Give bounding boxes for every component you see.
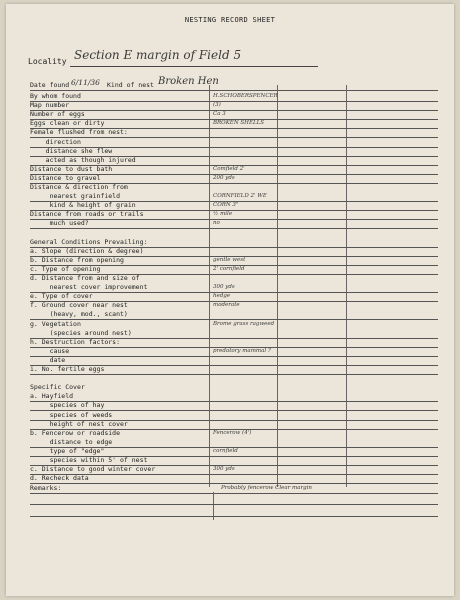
record-row-label: Distance to gravel xyxy=(30,173,101,182)
locality-value: Section E margin of Field 5 xyxy=(74,48,242,62)
record-row-value: Brome grass ragweed xyxy=(213,320,275,327)
remarks-label: Remarks: xyxy=(30,484,62,492)
record-row-value: predatory mammal ? xyxy=(213,347,271,354)
record-row xyxy=(30,474,438,484)
record-row-value: 2' cornfield xyxy=(213,265,245,272)
record-row-label: i. No. fertile eggs xyxy=(30,365,105,373)
record-row-label: By whom found xyxy=(30,92,81,100)
record-row-value: CORN 3" xyxy=(213,202,239,209)
record-row-value: cornfield xyxy=(213,447,238,454)
record-row-label: (heavy, mod., scant) xyxy=(30,310,128,319)
record-row-value: Comfield 2' xyxy=(213,165,245,172)
record-row-value: hedge xyxy=(213,293,231,300)
remarks-row xyxy=(30,484,438,494)
record-row-label: d. Distance from and size of xyxy=(30,274,140,282)
record-row-label: Distance & direction from xyxy=(30,183,128,191)
record-row xyxy=(30,429,438,438)
date-found-value: 6/11/36 xyxy=(71,78,100,87)
record-row-label: Distance to dust bath xyxy=(30,164,113,173)
record-row xyxy=(30,274,438,283)
record-row-label: g. Vegetation xyxy=(30,319,81,328)
record-row-value: (3) xyxy=(213,102,221,109)
record-row-label: h. Destruction factors: xyxy=(30,337,121,346)
record-row-label: d. Recheck data xyxy=(30,474,89,483)
record-row-label: acted as though injured xyxy=(30,155,136,164)
locality-label: Locality xyxy=(28,57,67,66)
record-row xyxy=(30,320,438,329)
record-row-value: 200 yds xyxy=(213,174,235,181)
record-row-label: f. Ground cover near nest xyxy=(30,301,128,310)
record-row-label: distance to edge xyxy=(30,437,113,446)
record-row-value: moderate xyxy=(213,302,240,309)
record-row-label: Female flushed from nest: xyxy=(30,128,128,137)
kind-of-nest-value: Broken Hen xyxy=(158,76,219,87)
record-row-value: Fencerow (4') xyxy=(213,429,252,436)
kind-of-nest-label: Kind of nest xyxy=(107,81,154,89)
record-row xyxy=(30,229,438,238)
record-row-value: ½ mile xyxy=(213,211,233,218)
record-row-label: date xyxy=(30,355,66,364)
record-row-value: 300 yds xyxy=(213,284,235,291)
record-row-value: Ca 3 xyxy=(213,111,226,118)
record-row-label: Specific Cover xyxy=(30,383,85,392)
record-row-label: General Conditions Prevailing: xyxy=(30,237,148,246)
record-row-value: gentle west xyxy=(213,256,246,263)
remarks-value: Probably fencerow Clear margin xyxy=(221,485,312,491)
record-row-label: much used? xyxy=(30,219,89,228)
remarks-line-2 xyxy=(30,504,438,505)
record-row-label: species of weeds xyxy=(30,410,113,419)
record-row-label: c. Type of opening xyxy=(30,264,101,273)
record-row-label: a. Slope (direction & degree) xyxy=(30,246,144,255)
record-row-label: nearest cover improvement xyxy=(30,283,148,292)
record-row xyxy=(30,383,438,392)
date-found-label: Date found xyxy=(30,81,70,89)
record-row-label: cause xyxy=(30,346,70,355)
record-row-label: b. Distance from opening xyxy=(30,255,124,264)
record-row xyxy=(30,183,438,192)
record-row-value: CORNFIELD 2' WE xyxy=(213,193,267,200)
record-row-label: Distance from roads or trails xyxy=(30,210,144,219)
record-row-label: kind & height of grain xyxy=(30,201,136,210)
record-row-value: BROKEN SHELLS xyxy=(213,120,265,127)
nesting-record-sheet xyxy=(6,4,454,596)
record-row-label: a. Hayfield xyxy=(30,392,74,401)
record-row-label: Eggs clean or dirty xyxy=(30,119,105,128)
record-row-label: nearest grainfield xyxy=(30,192,121,201)
record-row-label: type of "edge" xyxy=(30,446,105,455)
record-row-value: H.SCHOBERSPENCER xyxy=(213,93,278,99)
remarks-line-3 xyxy=(30,516,438,517)
record-row-label: (species around nest) xyxy=(30,328,132,337)
record-row-label: c. Distance to good winter cover xyxy=(30,465,156,474)
locality-underline xyxy=(70,66,318,67)
record-row-label: b. Fencerow or roadside xyxy=(30,428,121,437)
date-found-underline xyxy=(30,90,438,91)
record-row-label: e. Type of cover xyxy=(30,292,93,301)
record-row-label: direction xyxy=(30,137,81,146)
record-row-label: species within 5' of nest xyxy=(30,456,148,464)
record-row-label: height of nest cover xyxy=(30,419,128,428)
record-row-label: Number of eggs xyxy=(30,110,85,119)
record-row-label: species of hay xyxy=(30,401,105,410)
record-row xyxy=(30,301,438,310)
sheet-title: NESTING RECORD SHEET xyxy=(184,16,276,24)
record-row xyxy=(30,374,438,383)
record-row-label: distance she flew xyxy=(30,146,113,155)
record-row-label: Map number xyxy=(30,101,70,110)
record-row-value: no xyxy=(213,220,220,227)
record-row-value: 300 yds xyxy=(213,466,235,473)
